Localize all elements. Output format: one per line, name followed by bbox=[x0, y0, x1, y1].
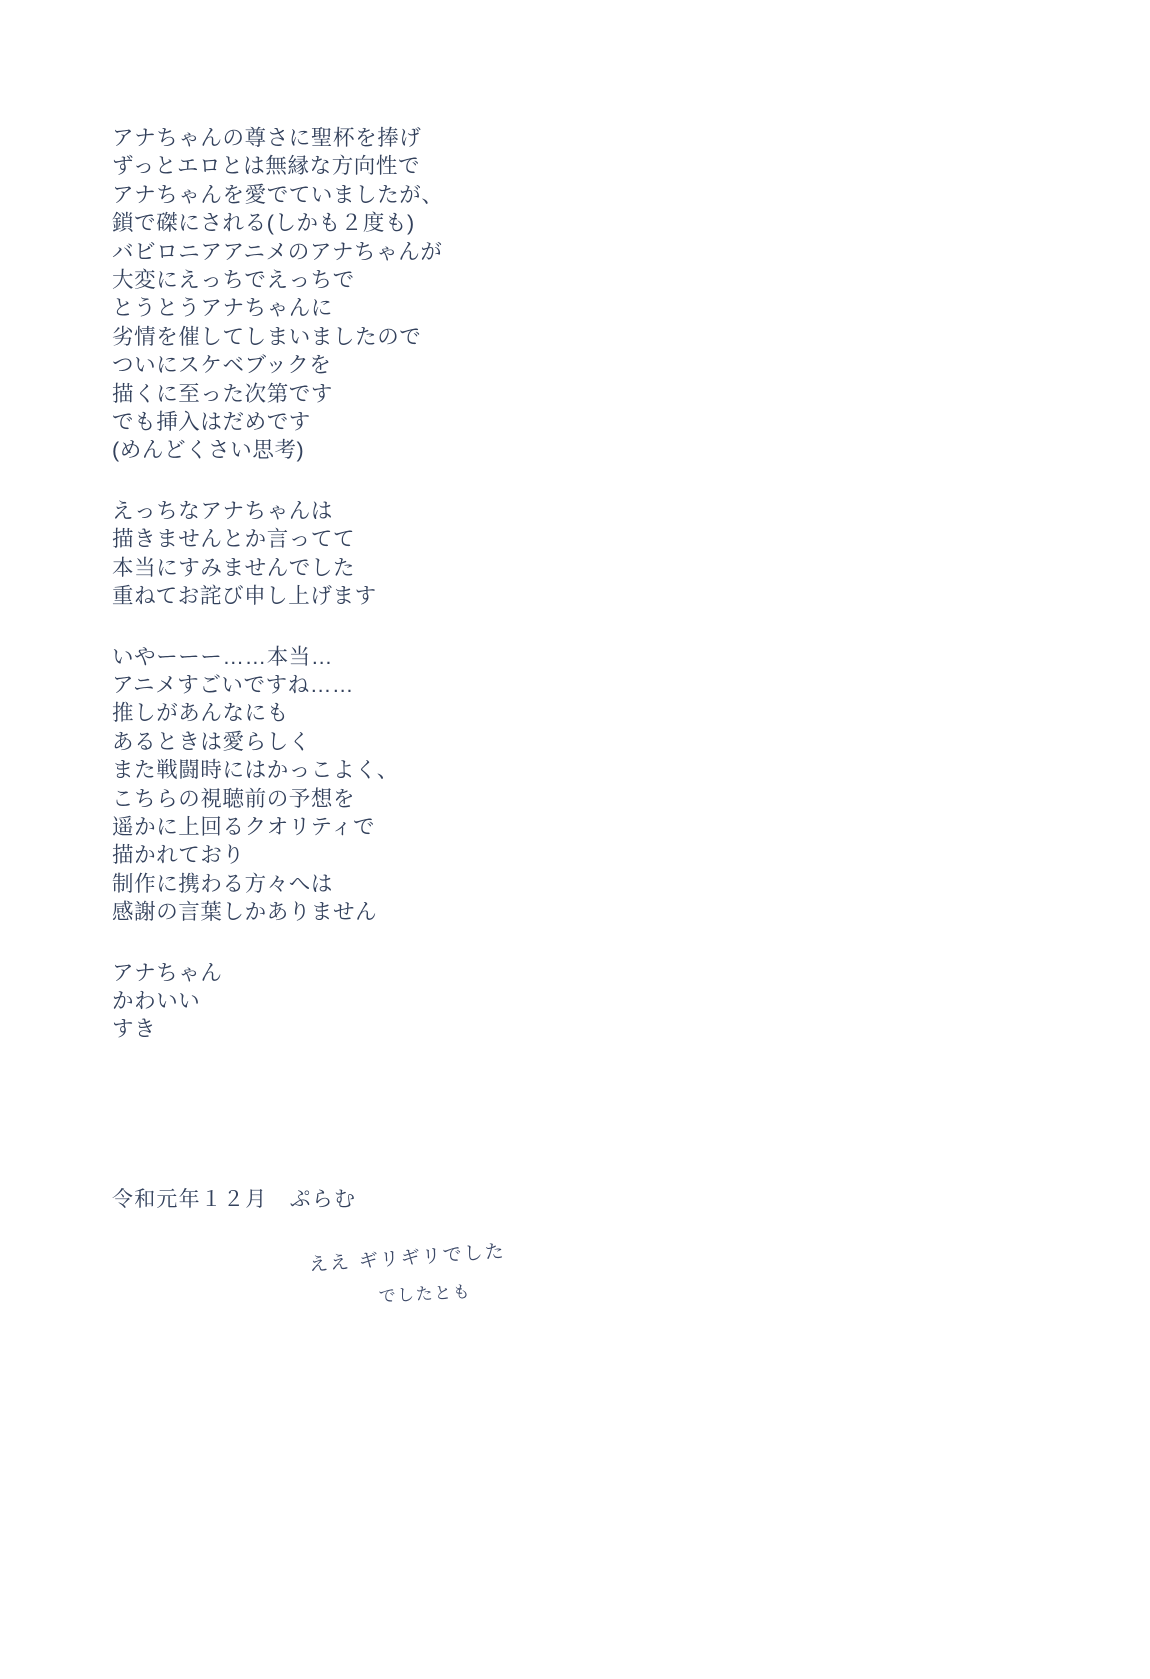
text-line: バビロニアアニメのアナちゃんが bbox=[112, 239, 443, 264]
text-line: あるときは愛らしく bbox=[112, 729, 311, 754]
text-line: かわいい bbox=[112, 988, 201, 1013]
text-line: アナちゃん bbox=[112, 960, 223, 985]
afterword-text-block bbox=[112, 124, 872, 1044]
handwritten-note-line-2: でしたとも bbox=[378, 1282, 472, 1307]
text-line: また戦闘時にはかっこよく、 bbox=[112, 758, 399, 783]
text-line: えっちなアナちゃんは bbox=[112, 498, 334, 523]
text-line: 鎖で磔にされる(しかも２度も) bbox=[112, 211, 415, 236]
text-line: こちらの視聴前の予想を bbox=[112, 786, 356, 811]
text-line: 推しがあんなにも bbox=[112, 701, 289, 726]
text-line: 制作に携わる方々へは bbox=[112, 871, 334, 896]
paragraph-4 bbox=[112, 959, 872, 1044]
handwritten-note bbox=[300, 1240, 560, 1340]
text-line: とうとうアナちゃんに bbox=[112, 296, 334, 321]
paragraph-3 bbox=[112, 643, 872, 927]
text-line: 重ねてお詫び申し上げます bbox=[112, 584, 377, 609]
colophon-date-author: 令和元年１２月 ぷらむ bbox=[112, 1188, 357, 1211]
text-line: アナちゃんを愛でていましたが、 bbox=[112, 182, 444, 207]
text-line: 感謝の言葉しかありません bbox=[112, 900, 378, 925]
text-line: (めんどくさい思考) bbox=[112, 438, 305, 463]
text-line: でも挿入はだめです bbox=[112, 410, 311, 435]
handwritten-note-line-1: ええ ギリギリでした bbox=[308, 1240, 507, 1276]
text-line: 遥かに上回るクオリティで bbox=[112, 814, 376, 839]
text-line: いやーーー……本当… bbox=[112, 644, 334, 669]
text-line: ついにスケベブックを bbox=[112, 353, 332, 378]
text-line: 劣情を催してしまいましたので bbox=[112, 324, 422, 349]
text-line: アナちゃんの尊さに聖杯を捧げ bbox=[112, 126, 422, 150]
text-line: アニメすごいですね…… bbox=[112, 672, 355, 697]
text-line: 描きませんとか言ってて bbox=[112, 527, 356, 552]
paragraph-1 bbox=[112, 124, 872, 465]
paragraph-2 bbox=[112, 497, 872, 611]
text-line: ずっとエロとは無縁な方向性で bbox=[112, 154, 421, 179]
text-line: 描かれており bbox=[112, 843, 245, 868]
text-line: 大変にえっちでえっちで bbox=[112, 268, 355, 293]
text-line: 本当にすみませんでした bbox=[112, 555, 356, 580]
text-line: 描くに至った次第です bbox=[112, 381, 334, 406]
text-line: すき bbox=[112, 1017, 157, 1042]
